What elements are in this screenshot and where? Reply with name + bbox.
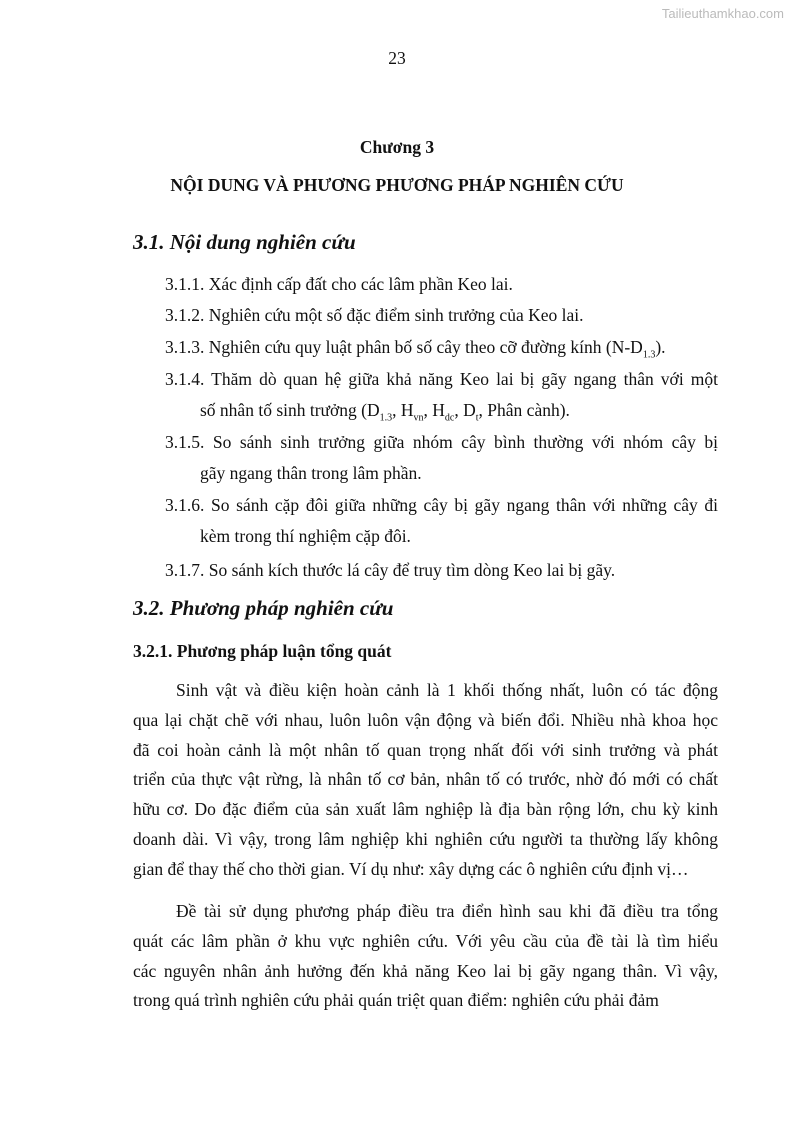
list-item: 3.1.2. Nghiên cứu một số đặc điểm sinh trưởng của Keo lai. bbox=[165, 305, 584, 325]
subsection-heading: 3.2.1. Phương pháp luận tổng quát bbox=[133, 641, 392, 661]
paragraph-line: triển của thực vật rừng, là nhân tố cơ bản, nhân tố có trước, nhờ đó mới có chất bbox=[133, 769, 718, 790]
paragraph-line: doanh dài. Vì vậy, trong lâm nghiệp khi nghiên cứu người ta thường lấy không bbox=[133, 829, 718, 849]
paragraph-line: trong quá trình nghiên cứu phải quán triệt quan điểm: nghiên cứu phải đảm bbox=[133, 990, 659, 1011]
list-item: 3.1.1. Xác định cấp đất cho các lâm phần Keo lai. bbox=[165, 274, 513, 294]
paragraph-line: gian để thay thế cho thời gian. Ví dụ như: xây dựng các ô nghiên cứu định vị… bbox=[133, 858, 689, 879]
section-heading-3-2: 3.2. Phương pháp nghiên cứu bbox=[133, 596, 394, 620]
list-item: 3.1.4. Thăm dò quan hệ giữa khả năng Keo lai bị gãy ngang thân với một bbox=[165, 369, 718, 389]
chapter-label: Chương 3 bbox=[359, 137, 435, 157]
paragraph-line: Đề tài sử dụng phương pháp điều tra điển hình sau khi đã điều tra tổng bbox=[176, 901, 718, 921]
list-item-continuation: số nhân tố sinh trưởng ($D_{1.3}$, $H_{vn}$, $H_{dc}$, $D_t$, Phân cành). bbox=[200, 400, 570, 424]
list-item-continuation: gãy ngang thân trong lâm phần. bbox=[200, 463, 422, 483]
list-item: 3.1.5. So sánh sinh trưởng giữa nhóm cây bình thường với nhóm cây bị bbox=[165, 432, 718, 452]
paragraph-line: Sinh vật và điều kiện hoàn cảnh là 1 khối thống nhất, luôn có tác động bbox=[176, 680, 718, 700]
paragraph-line: qua lại chặt chẽ với nhau, luôn luôn vận động và biến đổi. Nhiều nhà khoa học bbox=[133, 709, 718, 730]
watermark: Tailieuthamkhao.com bbox=[661, 6, 784, 21]
list-item: 3.1.3. Nghiên cứu quy luật phân bố số cây theo cỡ đường kính $(N-D_{1.3})$. bbox=[165, 337, 666, 361]
chapter-title: NỘI DUNG VÀ PHƯƠNG PHƯƠNG PHÁP NGHIÊN CỨU bbox=[170, 175, 624, 195]
paragraph-line: quát các lâm phần ở khu vực nghiên cứu. Với yêu cầu của đề tài là tìm hiểu bbox=[133, 930, 718, 951]
list-item: 3.1.7. So sánh kích thước lá cây để truy tìm dòng Keo lai bị gãy. bbox=[165, 560, 616, 580]
paragraph-line: đã coi hoàn cảnh là một nhân tố quan trọng nhất đối với sinh trưởng và phát bbox=[133, 739, 718, 760]
section-heading-3-1: 3.1. Nội dung nghiên cứu bbox=[133, 230, 356, 254]
list-item-continuation: kèm trong thí nghiệm cặp đôi. bbox=[200, 526, 411, 546]
page-number: 23 bbox=[388, 48, 406, 68]
paragraph-line: các nguyên nhân ảnh hưởng đến khả năng Keo lai bị gãy ngang thân. Vì vậy, bbox=[133, 960, 718, 981]
paragraph-line: hữu cơ. Do đặc điểm của sản xuất lâm nghiệp là địa bàn rộng lớn, chu kỳ kinh bbox=[133, 799, 718, 820]
list-item: 3.1.6. So sánh cặp đôi giữa những cây bị gãy ngang thân với những cây đi bbox=[165, 495, 718, 515]
